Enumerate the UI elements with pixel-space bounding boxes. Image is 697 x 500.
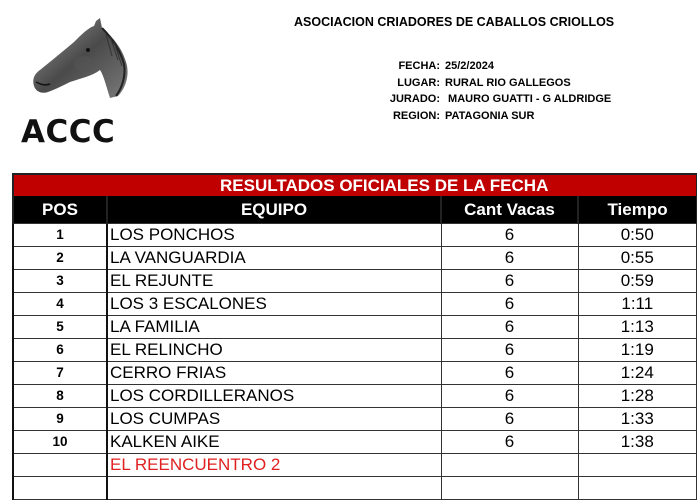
fecha-label: FECHA: <box>398 60 440 72</box>
pos-cell: 3 <box>13 270 107 293</box>
tiempo-cell: 0:59 <box>578 270 697 293</box>
table-row <box>13 339 697 362</box>
pos-cell: 1 <box>13 224 107 247</box>
pos-cell <box>13 477 107 500</box>
table-row <box>13 224 697 247</box>
team-cell: LOS 3 ESCALONES <box>107 293 441 316</box>
cant-vacas-cell: 6 <box>441 385 578 408</box>
cant-vacas-cell: 6 <box>441 270 578 293</box>
column-header-equipo: EQUIPO <box>107 196 441 224</box>
team-cell: KALKEN AIKE <box>107 431 441 454</box>
organization-title: ASOCIACION CRIADORES DE CABALLOS CRIOLLOS <box>294 15 615 29</box>
results-title-band <box>13 174 697 196</box>
team-cell: LOS PONCHOS <box>107 224 441 247</box>
table-row <box>13 431 697 454</box>
table-row <box>13 293 697 316</box>
team-cell: LOS CUMPAS <box>107 408 441 431</box>
region-label: REGION: <box>392 109 440 122</box>
event-info-values <box>445 58 611 124</box>
jurado-value: MAURO GUATTI - G ALDRIDGE <box>445 93 612 105</box>
tiempo-cell: 1:28 <box>578 385 697 408</box>
cant-vacas-cell: 6 <box>441 224 578 247</box>
tiempo-cell: 1:11 <box>578 293 697 316</box>
results-title: RESULTADOS OFICIALES DE LA FECHA <box>13 174 697 196</box>
team-cell: EL RELINCHO <box>107 339 441 362</box>
pos-cell <box>13 454 107 477</box>
cant-vacas-cell: 6 <box>441 408 578 431</box>
cant-vacas-cell: 6 <box>441 316 578 339</box>
tiempo-cell: 1:19 <box>578 339 697 362</box>
cant-vacas-cell: 6 <box>441 247 578 270</box>
pos-cell: 4 <box>13 293 107 316</box>
column-header-cant-vacas: Cant Vacas <box>441 196 578 224</box>
cant-vacas-cell: 6 <box>441 339 578 362</box>
table-row <box>13 385 697 408</box>
team-cell: EL REJUNTE <box>107 270 441 293</box>
cant-vacas-cell <box>441 454 578 477</box>
tiempo-cell: 0:55 <box>578 247 697 270</box>
table-row <box>13 247 697 270</box>
pos-cell: 2 <box>13 247 107 270</box>
table-row <box>13 454 697 477</box>
tiempo-cell: 1:33 <box>578 408 697 431</box>
cant-vacas-cell: 6 <box>441 431 578 454</box>
pos-cell: 10 <box>13 431 107 454</box>
lugar-value: RURAL RIO GALLEGOS <box>445 76 571 89</box>
table-row <box>13 270 697 293</box>
tiempo-cell: 1:38 <box>578 431 697 454</box>
team-cell <box>107 477 441 500</box>
table-row <box>13 362 697 385</box>
cant-vacas-cell <box>441 477 578 500</box>
tiempo-cell: 1:24 <box>578 362 697 385</box>
lugar-label: LUGAR: <box>397 76 440 89</box>
tiempo-cell <box>578 454 697 477</box>
table-header-row <box>13 196 697 224</box>
pos-cell: 6 <box>13 339 107 362</box>
column-header-pos: POS <box>13 196 107 224</box>
tiempo-cell <box>578 477 697 500</box>
team-cell-highlighted: EL REENCUENTRO 2 <box>107 454 441 477</box>
results-table <box>12 173 697 500</box>
cant-vacas-cell: 6 <box>441 362 578 385</box>
column-header-tiempo: Tiempo <box>578 196 697 224</box>
region-value: PATAGONIA SUR <box>445 109 535 122</box>
table-row <box>13 408 697 431</box>
jurado-label: JURADO: <box>389 93 440 105</box>
pos-cell: 7 <box>13 362 107 385</box>
team-cell: CERRO FRIAS <box>107 362 441 385</box>
logo-text: ACCC <box>21 114 116 150</box>
pos-cell: 9 <box>13 408 107 431</box>
pos-cell: 5 <box>13 316 107 339</box>
event-info-labels <box>0 58 440 124</box>
team-cell: LA FAMILIA <box>107 316 441 339</box>
table-row <box>13 477 697 500</box>
table-row <box>13 316 697 339</box>
pos-cell: 8 <box>13 385 107 408</box>
tiempo-cell: 1:13 <box>578 316 697 339</box>
team-cell: LOS CORDILLERANOS <box>107 385 441 408</box>
team-cell: LA VANGUARDIA <box>107 247 441 270</box>
fecha-value: 25/2/2024 <box>445 60 494 72</box>
tiempo-cell: 0:50 <box>578 224 697 247</box>
cant-vacas-cell: 6 <box>441 293 578 316</box>
